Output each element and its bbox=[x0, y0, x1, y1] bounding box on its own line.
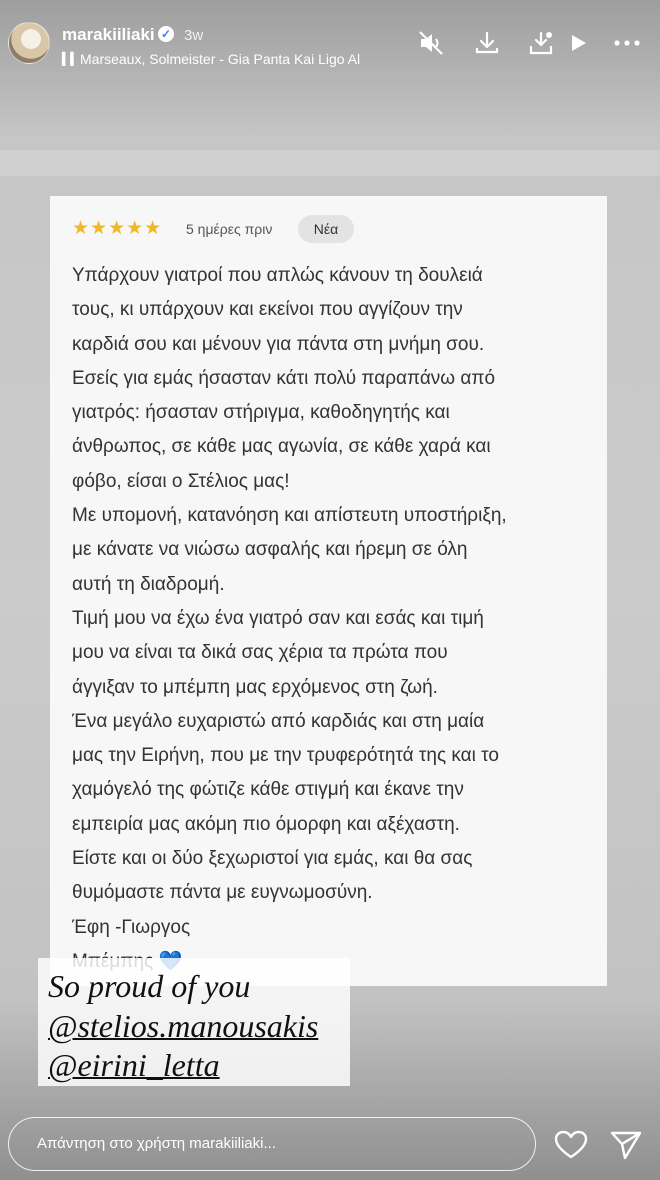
new-badge: Νέα bbox=[298, 215, 354, 243]
star-rating: ★★★★★ bbox=[72, 218, 163, 239]
mention-link[interactable]: @eirini_letta bbox=[48, 1047, 220, 1083]
reply-placeholder: Απάντηση στο χρήστη marakiiliaki... bbox=[37, 1135, 276, 1152]
verified-icon: ✓ bbox=[158, 26, 174, 42]
review-line: Ένα μεγάλο ευχαριστώ από καρδιάς και στη μαία bbox=[72, 710, 485, 732]
review-line: χαμόγελό της φώτιζε κάθε στιγμή και έκανε την bbox=[72, 779, 464, 801]
review-line: Με υπομονή, κατανόηση και απίστευτη υποστήριξη, bbox=[72, 505, 507, 527]
review-time: 5 ημέρες πριν bbox=[186, 221, 273, 237]
review-text bbox=[72, 259, 597, 979]
review-line: αυτή τη διαδρομή. bbox=[72, 573, 225, 595]
review-line: άγγιξαν το μπέμπη μας ερχόμενος στη ζωή. bbox=[72, 676, 438, 698]
more-icon[interactable] bbox=[612, 30, 642, 56]
music-bars-icon: ▍▍ bbox=[62, 52, 79, 66]
review-line: Υπάρχουν γιατροί που απλώς κάνουν τη δουλειά bbox=[72, 265, 483, 286]
mention-link[interactable]: @stelios.manousakis bbox=[48, 1008, 319, 1044]
review-line: Εσείς για εμάς ήσασταν κάτι πολύ παραπάνω από bbox=[72, 367, 496, 389]
download-alt-icon[interactable] bbox=[528, 30, 554, 56]
story-band bbox=[0, 150, 660, 176]
story-time: 3w bbox=[184, 27, 204, 44]
story-caption bbox=[38, 958, 350, 1086]
review-line: φόβο, είσαι ο Στέλιος μας! bbox=[72, 470, 290, 492]
review-line: γιατρός: ήσασταν στήριγμα, καθοδηγητής και bbox=[72, 402, 450, 424]
reply-input[interactable] bbox=[8, 1117, 536, 1171]
review-card bbox=[50, 196, 607, 986]
download-icon[interactable] bbox=[474, 30, 500, 56]
review-line: με κάνατε να νιώσω ασφαλής και ήρεμη σε όλη bbox=[72, 539, 468, 561]
review-line: τους, κι υπάρχουν και εκείνοι που αγγίζουν την bbox=[72, 299, 463, 321]
review-line: θυμόμαστε πάντα με ευγνωμοσύνη. bbox=[72, 882, 373, 904]
caption-text: So proud of you bbox=[48, 968, 251, 1004]
review-line: μας την Ειρήνη, που με την τρυφερότητά της και το bbox=[72, 745, 499, 767]
review-line: Τιμή μου να έχω ένα γιατρό σαν και εσάς και τιμή bbox=[72, 607, 484, 629]
username[interactable]: marakiiliaki bbox=[62, 25, 155, 44]
heart-icon[interactable] bbox=[554, 1130, 588, 1160]
play-icon[interactable] bbox=[569, 30, 589, 56]
mute-icon[interactable] bbox=[418, 30, 444, 56]
send-icon[interactable] bbox=[610, 1130, 642, 1160]
review-line: καρδιά σου και μένουν για πάντα στη μνήμη σου. bbox=[72, 333, 485, 355]
music-track[interactable]: Marseaux, Solmeister - Gia Panta Kai Ligo Al bbox=[80, 51, 361, 67]
review-line: άνθρωπος, σε κάθε μας αγωνία, σε κάθε χαρά και bbox=[72, 436, 491, 458]
review-line: εμπειρία μας ακόμη πιο όμορφη και αξέχαστη. bbox=[72, 813, 460, 835]
review-line: Είστε και οι δύο ξεχωριστοί για εμάς, και θα σας bbox=[72, 848, 473, 870]
story-header bbox=[0, 0, 660, 90]
review-line: Έφη -Γιωργος bbox=[72, 916, 191, 938]
avatar[interactable] bbox=[8, 22, 50, 64]
review-line: μου να είναι τα δικά σας χέρια τα πρώτα που bbox=[72, 642, 448, 664]
